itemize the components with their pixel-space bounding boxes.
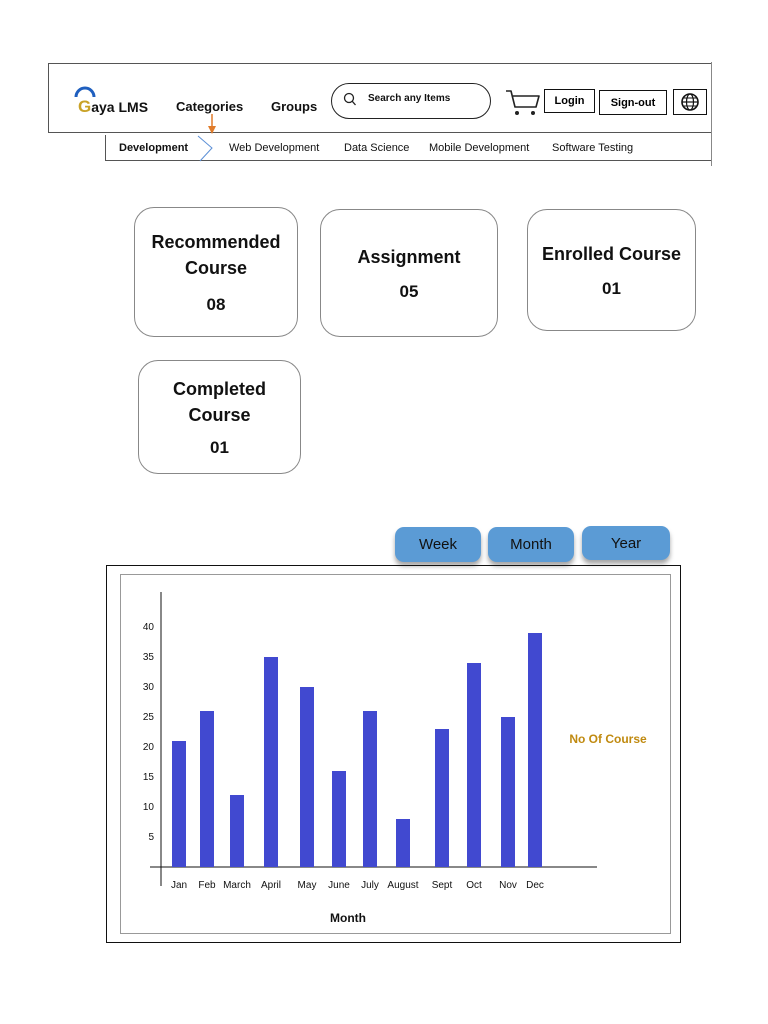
card-label: Enrolled Course (541, 244, 682, 264)
week-button[interactable]: Week (395, 527, 481, 562)
y-tick-label: 20 (142, 742, 154, 753)
recommended-course-card[interactable] (134, 207, 298, 337)
legend-label: No Of Course (569, 732, 647, 746)
logo-text: aya LMS (91, 99, 149, 115)
app-logo[interactable] (78, 97, 148, 117)
x-tick-label: May (297, 880, 317, 891)
assignment-card[interactable] (320, 209, 498, 337)
globe-icon (680, 92, 700, 112)
year-button[interactable]: Year (582, 526, 670, 560)
x-tick-label: Feb (198, 880, 216, 891)
x-tick-label: Jan (170, 880, 188, 891)
x-axis-title: Month (330, 911, 366, 925)
x-tick-label: March (223, 880, 251, 891)
card-value: 08 (206, 295, 226, 314)
y-tick-label: 10 (142, 802, 154, 813)
category-software-testing[interactable]: Software Testing (552, 142, 634, 154)
x-tick-label: April (260, 880, 282, 891)
card-label: Completed Course (172, 379, 266, 425)
category-web-development[interactable]: Web Development (229, 142, 320, 154)
x-tick-label: Nov (499, 880, 517, 891)
card-label: Recommended Course (151, 232, 281, 278)
month-button[interactable]: Month (488, 527, 574, 562)
x-tick-label: June (328, 880, 350, 891)
nav-categories[interactable]: Categories (176, 99, 244, 114)
x-tick-label: July (361, 880, 379, 891)
chart-plot-area (120, 574, 671, 934)
x-tick-label: Sept (431, 880, 453, 891)
category-data-science[interactable]: Data Science (344, 142, 410, 154)
y-tick-label: 15 (142, 772, 154, 783)
x-tick-label: Oct (466, 880, 482, 891)
category-mobile-development[interactable]: Mobile Development (429, 142, 530, 154)
y-tick-label: 25 (142, 712, 154, 723)
header-divider (711, 62, 712, 166)
card-value: 05 (399, 282, 419, 301)
card-label: Assignment (357, 247, 461, 267)
chevron-right-icon (196, 134, 214, 162)
logo-letter: G (78, 97, 92, 116)
search-icon (343, 92, 357, 108)
y-tick-label: 35 (142, 652, 154, 663)
nav-groups[interactable]: Groups (271, 99, 318, 114)
category-development[interactable]: Development (119, 142, 189, 154)
search-bar[interactable] (331, 83, 491, 119)
y-tick-label: 5 (148, 832, 154, 843)
card-value: 01 (210, 438, 229, 457)
login-button[interactable]: Login (544, 89, 595, 113)
cart-icon[interactable] (505, 88, 541, 118)
enrolled-course-card[interactable] (527, 209, 696, 331)
signout-button[interactable]: Sign-out (599, 90, 667, 115)
search-input[interactable] (368, 93, 483, 104)
down-arrow-icon (208, 114, 216, 134)
y-tick-label: 30 (142, 682, 154, 693)
completed-course-card[interactable] (138, 360, 301, 474)
x-tick-label: Dec (526, 880, 544, 891)
x-tick-label: August (387, 880, 419, 891)
card-value: 01 (602, 279, 621, 298)
y-tick-label: 40 (142, 622, 154, 633)
language-button[interactable] (673, 89, 707, 115)
